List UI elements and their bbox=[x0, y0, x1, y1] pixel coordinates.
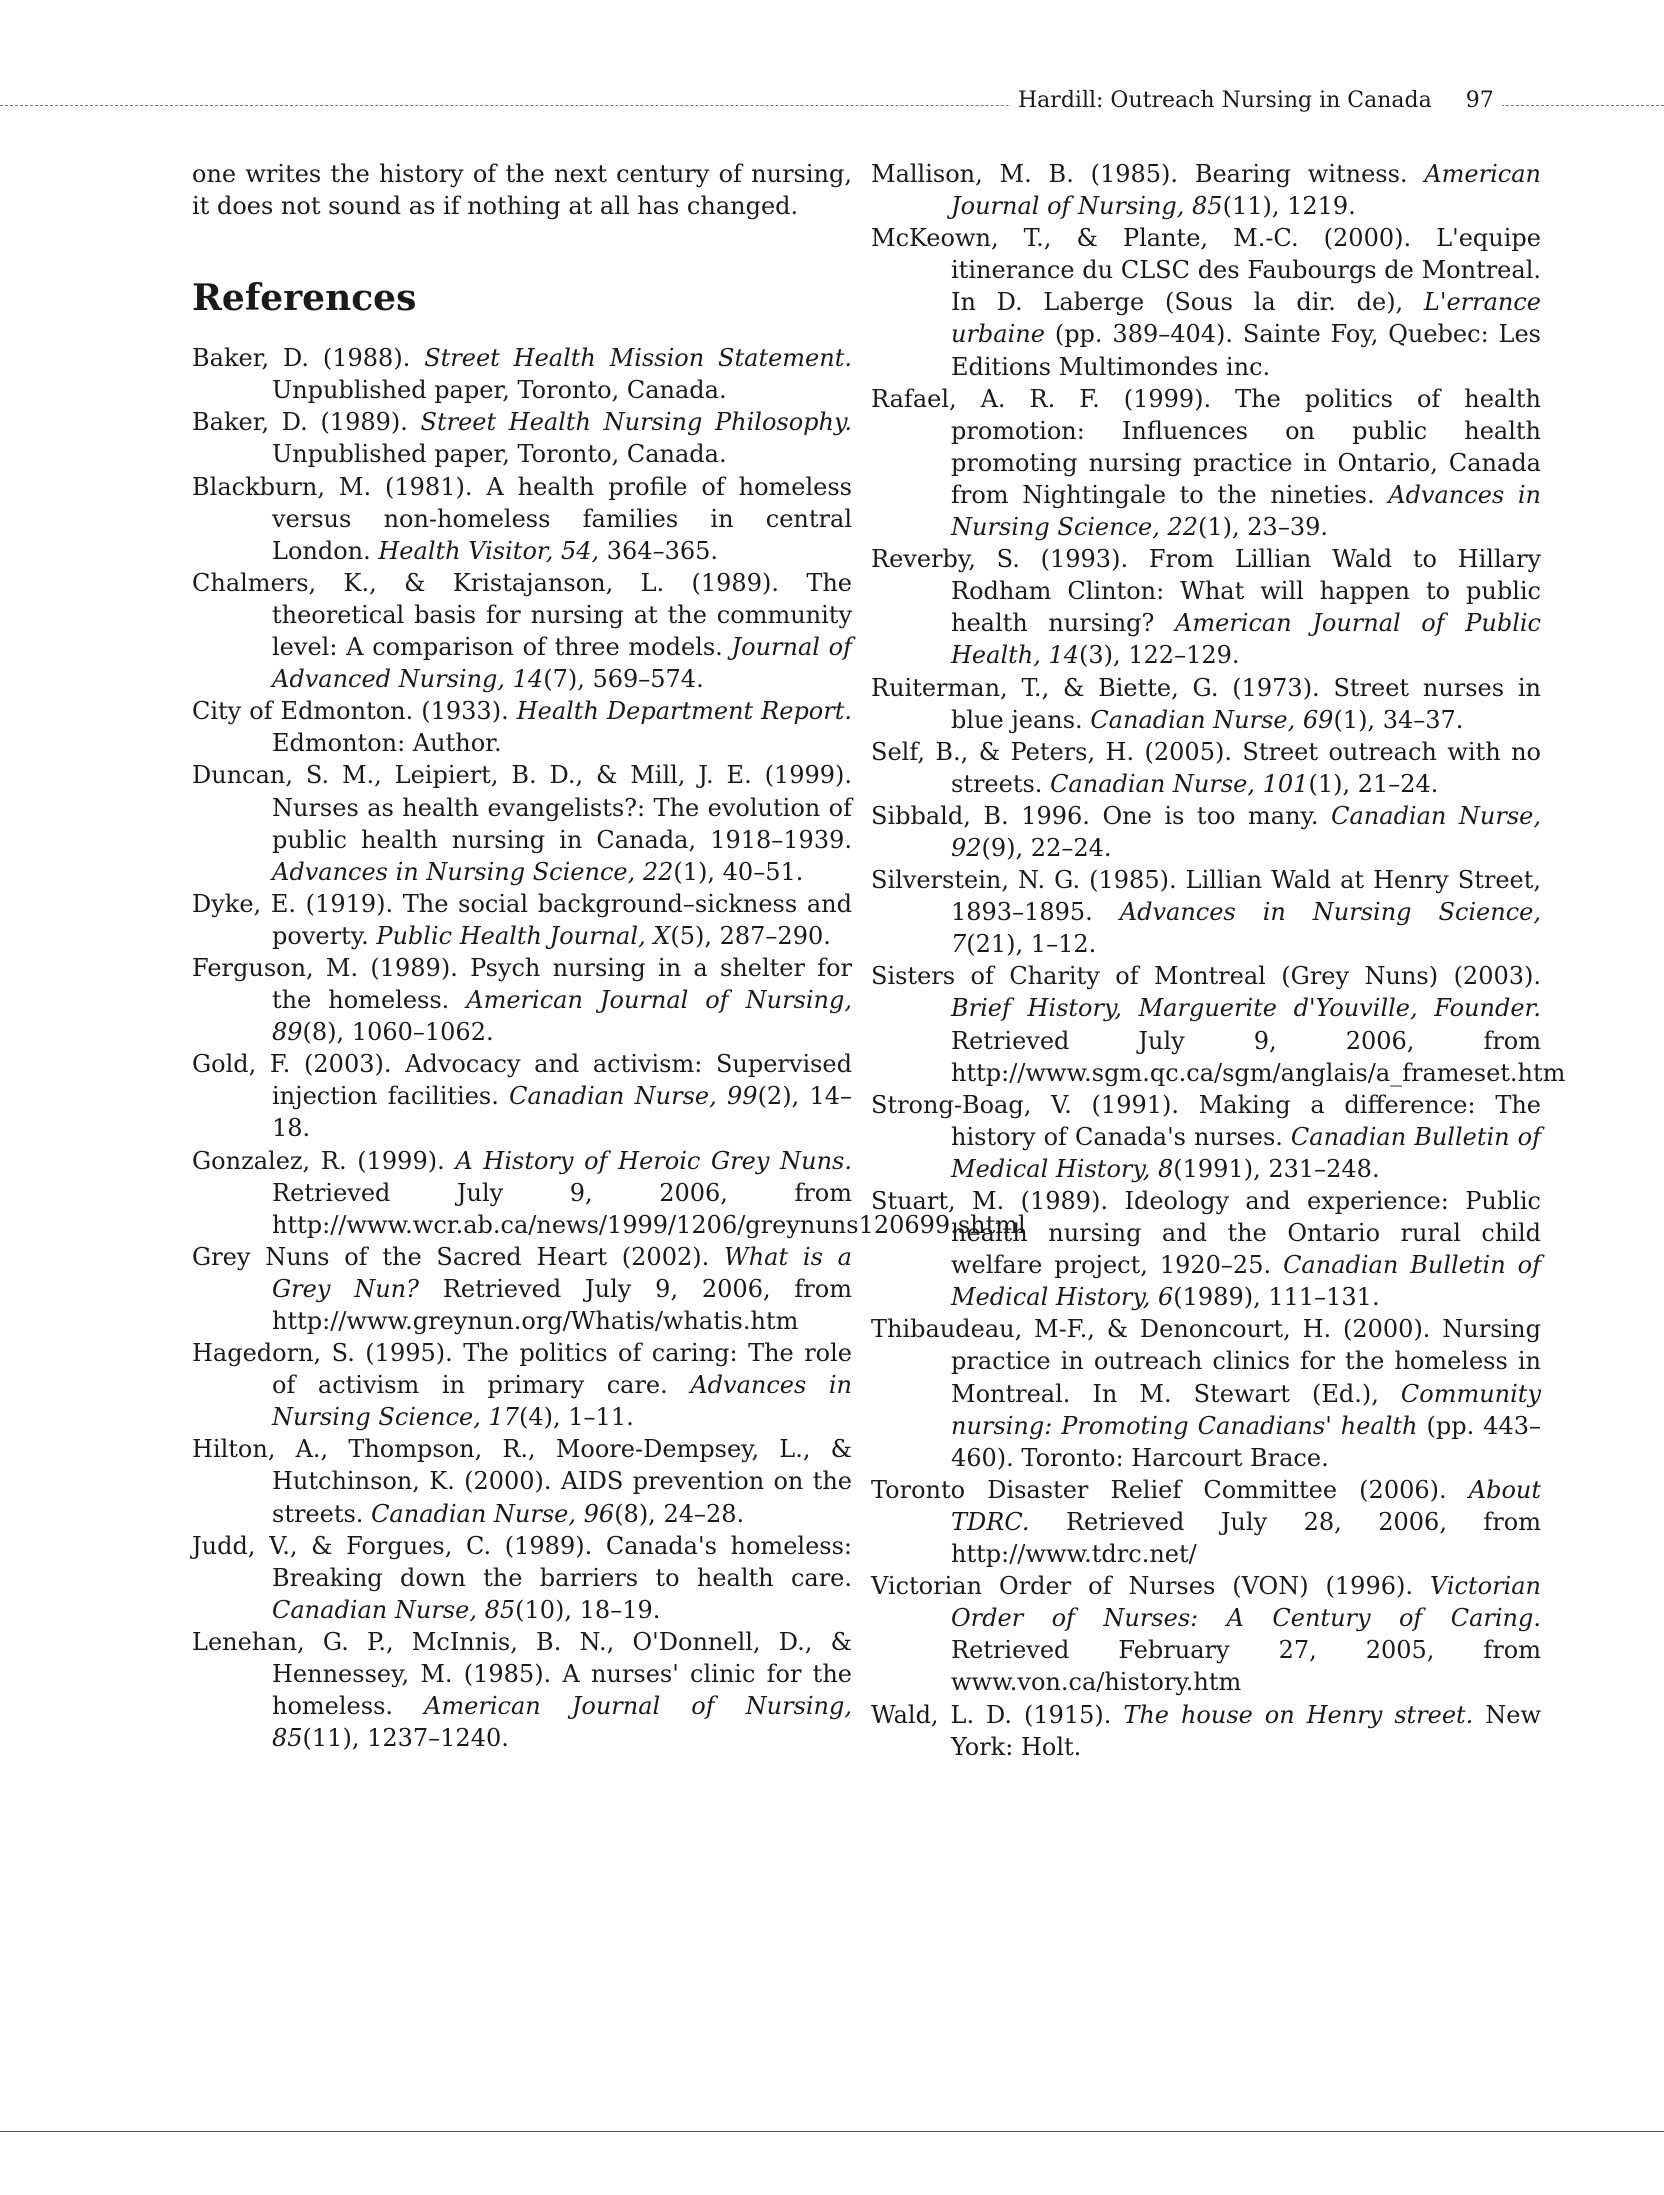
reference-text: Hilton, A., Thompson, R., Moore-Dempsey, L., & Hutchinson, K. (2000). AIDS prevention on the streets. bbox=[192, 1435, 852, 1528]
reference-title: Canadian Nurse, 85 bbox=[272, 1595, 516, 1624]
reference-entry bbox=[871, 222, 1541, 382]
reference-text: Baker, D. (1989). bbox=[192, 408, 421, 437]
reference-text: Sisters of Charity of Montreal (Grey Nuns) (2003). bbox=[871, 962, 1541, 991]
reference-text: Duncan, S. M., Leipiert, B. D., & Mill, J. E. (1999). Nurses as health evangelists?: The evolution of public health nursing in Canada, 1918–1939. bbox=[192, 761, 852, 854]
reference-entry bbox=[871, 1474, 1541, 1570]
reference-text: (1991), 231–248. bbox=[1173, 1154, 1380, 1183]
reference-text: Toronto Disaster Relief Committee (2006). bbox=[871, 1475, 1469, 1504]
reference-entry bbox=[192, 1241, 852, 1337]
reference-text: (1), 40–51. bbox=[673, 857, 804, 886]
reference-title: Health Visitor, 54, bbox=[378, 536, 600, 565]
reference-title: Canadian Nurse, 99 bbox=[509, 1082, 758, 1111]
reference-title: Public Health Journal, X bbox=[376, 921, 671, 950]
reference-text: Wald, L. D. (1915). bbox=[871, 1700, 1124, 1729]
reference-text: Victorian Order of Nurses (VON) (1996). bbox=[871, 1572, 1430, 1601]
reference-entry bbox=[192, 759, 852, 887]
reference-entry bbox=[871, 543, 1541, 671]
reference-entry bbox=[871, 1185, 1541, 1313]
reference-entry bbox=[192, 1626, 852, 1754]
reference-text: Judd, V., & Forgues, C. (1989). Canada's homeless: Breaking down the barriers to health care. bbox=[192, 1531, 852, 1592]
reference-text: Rafael, A. R. F. (1999). The politics of health promotion: Influences on public health promoting nursing practice in Ontario, Canada from Nightingale to the nineties. bbox=[871, 384, 1541, 509]
reference-text: Ruiterman, T., & Biette, G. (1973). Street nurses in blue jeans. bbox=[871, 673, 1541, 734]
reference-text: Retrieved July 9, 2006, from http://www.wcr.ab.ca/news/1999/1206/greynuns120699.shtml bbox=[272, 1178, 1026, 1239]
references-list-right bbox=[871, 158, 1566, 1763]
reference-entry bbox=[192, 952, 852, 1048]
reference-text: (21), 1–12. bbox=[966, 930, 1097, 959]
reference-entry bbox=[871, 1699, 1541, 1763]
reference-title: Canadian Nurse, 92 bbox=[951, 801, 1542, 862]
reference-title: What is a Grey Nun? bbox=[272, 1242, 852, 1303]
reference-entry bbox=[871, 800, 1541, 864]
reference-text: (10), 18–19. bbox=[515, 1595, 661, 1624]
reference-entry bbox=[192, 342, 852, 406]
reference-entry bbox=[192, 1337, 852, 1433]
reference-title: Street Health Mission Statement. bbox=[424, 344, 852, 373]
reference-text: Chalmers, K., & Kristajanson, L. (1989). The theoretical basis for nursing at the community level: A comparison of three models. bbox=[192, 568, 852, 662]
reference-text: Gold, F. (2003). Advocacy and activism: Supervised injection facilities. bbox=[192, 1050, 852, 1111]
reference-text: Strong-Boag, V. (1991). Making a difference: The history of Canada's nurses. bbox=[871, 1090, 1541, 1151]
reference-title: A History of Heroic Grey Nuns. bbox=[455, 1146, 852, 1175]
reference-text: Reverby, S. (1993). From Lillian Wald to Hillary Rodham Clinton: What will happen to public health nursing? bbox=[871, 545, 1541, 638]
reference-text: (1), 21–24. bbox=[1308, 769, 1439, 798]
reference-title: Canadian Nurse, 96 bbox=[371, 1499, 615, 1528]
reference-entry bbox=[192, 1048, 852, 1144]
reference-title: Advances in Nursing Science, 22 bbox=[951, 480, 1541, 542]
reference-text: Mallison, M. B. (1985). Bearing witness. bbox=[871, 160, 1425, 188]
reference-text: (4), 1–11. bbox=[519, 1403, 634, 1432]
reference-text: (7), 569–574. bbox=[543, 665, 704, 694]
running-head bbox=[1010, 86, 1502, 116]
reference-text: Retrieved July 9, 2006, from http://www.greynun.org/Whatis/whatis.htm bbox=[272, 1274, 852, 1335]
reference-text: (8), 24–28. bbox=[614, 1499, 745, 1528]
reference-entry bbox=[871, 1089, 1541, 1185]
reference-text: Silverstein, N. G. (1985). Lillian Wald at Henry Street, 1893–1895. bbox=[871, 866, 1541, 927]
reference-entry bbox=[192, 406, 852, 470]
reference-text: Sibbald, B. 1996. One is too many. bbox=[871, 801, 1332, 830]
intro-paragraph: one writes the history of the next century of nursing, it does not sound as if nothing at all has changed. bbox=[192, 160, 852, 221]
reference-entry bbox=[871, 960, 1566, 1088]
reference-text: (11), 1237–1240. bbox=[302, 1724, 509, 1753]
reference-text: Edmonton: Author. bbox=[272, 729, 502, 758]
references-heading: References bbox=[192, 277, 417, 320]
reference-text: (8), 1060–1062. bbox=[302, 1018, 494, 1047]
reference-title: Canadian Nurse, 69 bbox=[1090, 705, 1334, 734]
reference-title: American Journal of Public Health, 14 bbox=[951, 609, 1541, 670]
reference-entry bbox=[871, 672, 1541, 736]
reference-text: (pp. 389–404). Sainte Foy, Quebec: Les Editions Multimondes inc. bbox=[951, 320, 1541, 381]
reference-text: Stuart, M. (1989). Ideology and experience: Public health nursing and the Ontario rural child welfare project, 1920–25. bbox=[871, 1187, 1541, 1280]
reference-text: Unpublished paper, Toronto, Canada. bbox=[272, 440, 727, 469]
reference-text: (5), 287–290. bbox=[670, 921, 831, 950]
reference-entry bbox=[192, 1433, 852, 1529]
reference-entry bbox=[871, 1570, 1541, 1698]
reference-text: Unpublished paper, Toronto, Canada. bbox=[272, 376, 727, 405]
reference-title: Canadian Bulletin of Medical History, 8 bbox=[951, 1122, 1541, 1183]
reference-text: (2), 14–18. bbox=[272, 1082, 853, 1143]
reference-text: City of Edmonton. (1933). bbox=[192, 697, 517, 726]
reference-text: (9), 22–24. bbox=[981, 833, 1112, 862]
running-head-title: Hardill: Outreach Nursing in Canada bbox=[1018, 88, 1432, 113]
reference-text: Baker, D. (1988). bbox=[192, 344, 425, 373]
reference-text: Ferguson, M. (1989). Psych nursing in a shelter for the homeless. bbox=[192, 953, 852, 1015]
reference-text: (11), 1219. bbox=[1222, 192, 1356, 221]
reference-title: American Journal of Nursing, 89 bbox=[272, 986, 852, 1047]
reference-title: L'errance urbaine bbox=[951, 288, 1541, 349]
reference-text: McKeown, T., & Plante, M.-C. (2000). L'equipe itinerance du CLSC des Faubourgs de Montreal. In D. Laberge (Sous la dir. de), bbox=[871, 224, 1541, 317]
reference-entry bbox=[192, 888, 852, 952]
reference-entry bbox=[871, 1313, 1541, 1473]
reference-entry bbox=[871, 864, 1541, 960]
reference-text: Grey Nuns of the Sacred Heart (2002). bbox=[192, 1242, 725, 1271]
reference-title: Brief History, Marguerite d'Youville, Founder. bbox=[951, 994, 1541, 1023]
reference-text: Retrieved July 28, 2006, from http://www.tdrc.net/ bbox=[951, 1507, 1541, 1569]
right-column bbox=[871, 158, 1566, 1763]
reference-title: The house on Henry street. bbox=[1123, 1700, 1474, 1729]
reference-text: Blackburn, M. (1981). A health profile of homeless versus non-homeless families in central London. bbox=[192, 472, 852, 565]
reference-entry bbox=[871, 383, 1541, 543]
reference-text: Retrieved February 27, 2005, from www.von.ca/history.htm bbox=[951, 1636, 1541, 1697]
reference-title: Victorian Order of Nurses: A Century of Caring. bbox=[951, 1572, 1541, 1633]
reference-entry bbox=[871, 736, 1541, 800]
reference-text: (1), 34–37. bbox=[1333, 705, 1464, 734]
footer-rule bbox=[0, 2131, 1664, 2132]
reference-title: Advances in Nursing Science, 17 bbox=[272, 1371, 853, 1432]
reference-entry bbox=[192, 1145, 1026, 1241]
reference-title: American Journal of Nursing, 85 bbox=[272, 1692, 852, 1753]
page-number: 97 bbox=[1465, 88, 1494, 113]
reference-entry bbox=[192, 1530, 852, 1626]
reference-text: New York: Holt. bbox=[951, 1700, 1541, 1761]
reference-entry bbox=[192, 567, 852, 695]
reference-title: Advances in Nursing Science, 22 bbox=[272, 857, 674, 886]
reference-text: Thibaudeau, M-F., & Denoncourt, H. (2000). Nursing practice in outreach clinics for the homeless in Montreal. In M. Stewart (Ed.), bbox=[871, 1315, 1541, 1408]
reference-text: Hagedorn, S. (1995). The politics of caring: The role of activism in primary care. bbox=[192, 1339, 852, 1400]
reference-text: Dyke, E. (1919). The social background–sickness and poverty. bbox=[192, 889, 852, 950]
reference-title: Health Department Report. bbox=[516, 697, 853, 726]
reference-text: 364–365. bbox=[599, 536, 719, 565]
reference-text: (pp. 443–460). Toronto: Harcourt Brace. bbox=[951, 1411, 1541, 1472]
reference-text: (1989), 111–131. bbox=[1173, 1283, 1380, 1312]
reference-entry bbox=[192, 471, 852, 567]
reference-entry bbox=[871, 158, 1541, 222]
reference-text: (3), 122–129. bbox=[1079, 641, 1240, 670]
reference-title: Canadian Bulletin of Medical History, 6 bbox=[951, 1251, 1541, 1312]
reference-title: Advances in Nursing Science, 7 bbox=[951, 898, 1541, 959]
reference-title: Canadian Nurse, 101 bbox=[1050, 769, 1309, 798]
reference-title: Community nursing: Promoting Canadians' health bbox=[951, 1379, 1541, 1440]
reference-title: Journal of Advanced Nursing, 14 bbox=[272, 633, 853, 694]
reference-title: Street Health Nursing Philosophy. bbox=[420, 408, 852, 437]
reference-text: Lenehan, G. P., McInnis, B. N., O'Donnell, D., & Hennessey, M. (1985). A nurses' clinic for the homeless. bbox=[192, 1627, 852, 1721]
reference-entry bbox=[192, 695, 852, 759]
reference-title: American Journal of Nursing, 85 bbox=[951, 160, 1541, 221]
reference-title: About TDRC. bbox=[951, 1475, 1541, 1536]
reference-text: Gonzalez, R. (1999). bbox=[192, 1146, 456, 1175]
reference-text: (1), 23–39. bbox=[1198, 513, 1328, 542]
reference-text: Self, B., & Peters, H. (2005). Street outreach with no streets. bbox=[871, 737, 1541, 798]
reference-text: Retrieved July 9, 2006, from http://www.sgm.qc.ca/sgm/anglais/a_frameset.htm bbox=[951, 1026, 1566, 1087]
